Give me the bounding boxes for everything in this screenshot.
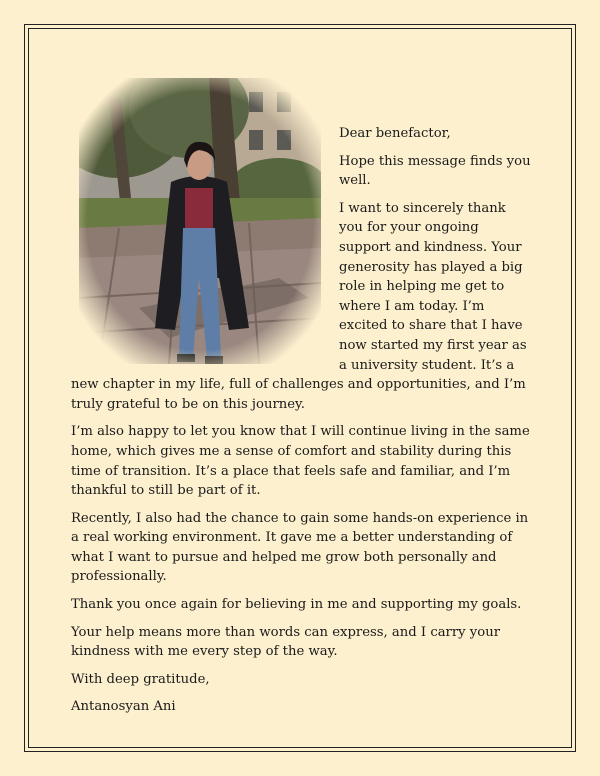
letter-paragraph: Thank you once again for believing in me and supporting my goals. — [71, 597, 522, 613]
student-photo — [79, 78, 321, 364]
letter-body — [71, 78, 533, 725]
letter-paragraph: I’m also happy to let you know that I will continue living in the same home, which gives me a sense of comfort and stability during this time of transition. It’s a place that feels safe and familiar, and I’m thankful to still be part of it. — [71, 424, 530, 499]
letter-greeting: Dear benefactor, — [339, 126, 451, 141]
letter-paragraph: I want to sincerely thank you for your ongoing support and kindness. Your generosity has played a big role in helping me get to where I am today. I’m excited to share that I have now started my first year as a university student. It’s a new chapter in my life, full of challenges and opportunities, and I’m truly grateful to be on this journey. — [71, 200, 527, 412]
letter-paragraph: Hope this message finds you well. — [339, 153, 531, 189]
student-photo-illustration — [79, 78, 321, 364]
letter-closing: With deep gratitude, — [71, 671, 210, 687]
letter-signature: Antanosyan Ani — [71, 699, 176, 715]
letter-paragraph: Recently, I also had the chance to gain some hands-on experience in a real working environment. It gave me a better understanding of what I want to pursue and helped me grow both personally and professionally. — [71, 510, 529, 585]
letter-paragraph: Your help means more than words can express, and I carry your kindness with me every step of the way. — [71, 624, 500, 660]
